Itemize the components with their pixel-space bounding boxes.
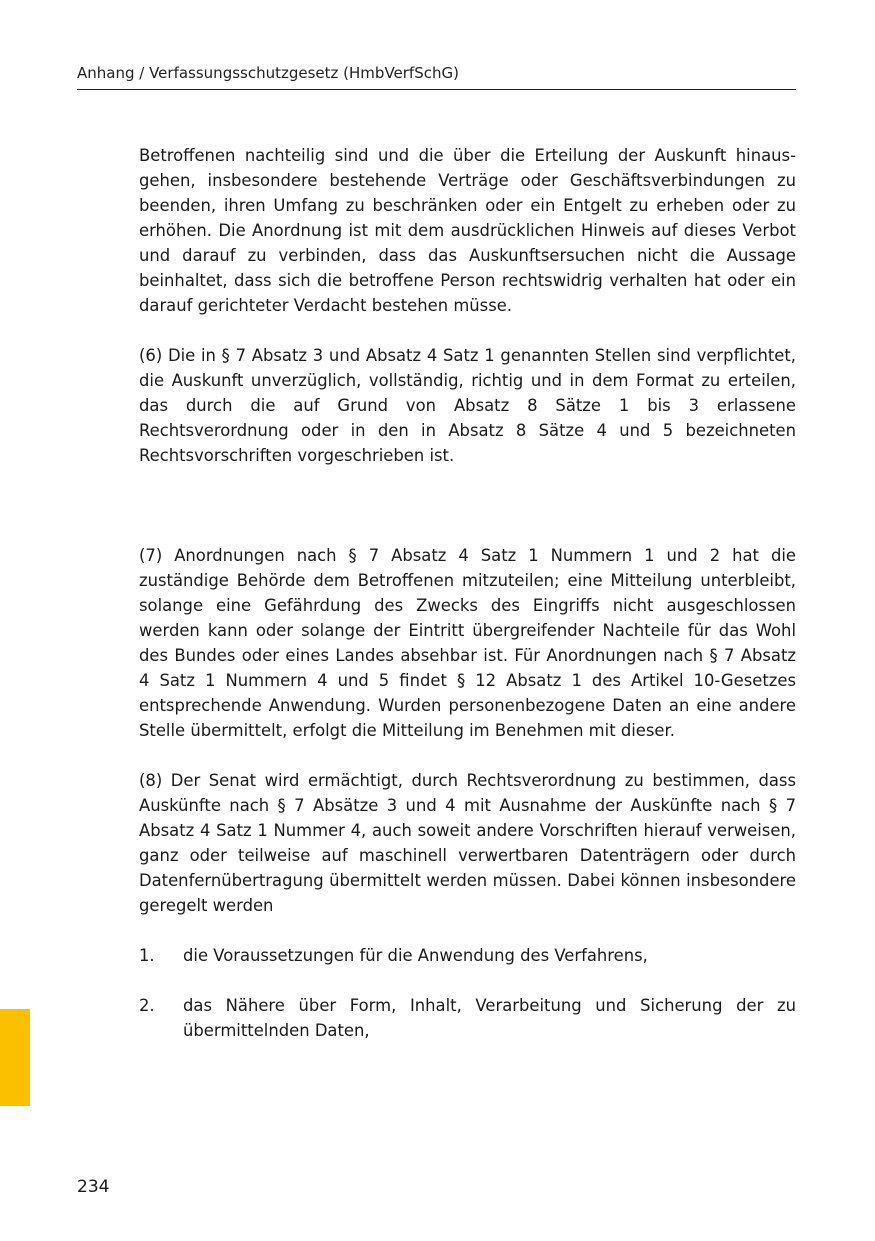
list-item-number: 2. <box>139 996 155 1015</box>
paragraph-intro: Betroffenen nachteilig sind und die über die Erteilung der Auskunft hinausgehen, insbesondere bestehende Verträge oder Geschäftsverbindungen zu beenden, ihren Umfang zu beschränken oder ein Entgelt zu erheben oder zu erhöhen. Die Anordnung ist mit dem ausdrücklichen Hinweis auf dieses Verbot und darauf zu verbinden, dass das Auskunftsersuchen nicht die Aussage beinhaltet, dass sich die betroffene Person rechtswidrig verhalten hat oder ein darauf gerichteter Verdacht bestehen müsse. <box>139 146 796 315</box>
page-number: 234 <box>77 1177 110 1197</box>
spacer <box>139 918 796 943</box>
paragraph-8: (8) Der Senat wird ermächtigt, durch Rechtsverordnung zu bestimmen, dass Auskünfte nach § 7 Absätze 3 und 4 mit Ausnahme der Auskünfte nach § 7 Absatz 4 Satz 1 Nummer 4, auch soweit andere Vorschriften hierauf verweisen, ganz oder teilweise auf maschinell verwertbaren Datenträgern oder durch Datenfernübertragung übermittelt werden müssen. Dabei können insbesondere geregelt werden <box>139 771 796 915</box>
paragraph-6: (6) Die in § 7 Absatz 3 und Absatz 4 Satz 1 genannten Stellen sind verpflichtet, die Auskunft unverzüglich, vollständig, richtig und in dem Format zu erteilen, das durch die auf Grund von Absatz 8 Sätze 1 bis 3 erlassene Rechtsverordnung oder in den in Absatz 8 Sätze 4 und 5 bezeichneten Rechtsvorschriften vorgeschrieben ist. <box>139 346 796 465</box>
paragraph-7: (7) Anordnungen nach § 7 Absatz 4 Satz 1 Nummern 1 und 2 hat die zuständige Behörde dem Betroffenen mitzuteilen; eine Mitteilung unterbleibt, solange eine Gefährdung des Zwecks des Eingriffs nicht ausgeschlossen werden kann oder solange der Eintritt übergreifender Nachteile für das Wohl des Bundes oder eines Landes absehbar ist. Für Anordnungen nach § 7 Absatz 4 Satz 1 Nummern 4 und 5 findet § 12 Absatz 1 des Artikel 10-Gesetzes entsprechende Anwendung. Wurden personenbezogene Daten an eine andere Stelle übermittelt, erfolgt die Mitteilung im Benehmen mit dieser. <box>139 546 796 740</box>
list-item-number: 1. <box>139 946 155 965</box>
running-header <box>77 63 796 90</box>
spacer <box>139 318 796 343</box>
list-item-text: die Voraussetzungen für die Anwendung des Verfahrens, <box>183 946 648 965</box>
chapter-marker-tab <box>0 1009 30 1106</box>
spacer <box>139 968 796 993</box>
page-body <box>139 143 796 1043</box>
list-item-text: das Nähere über Form, Inhalt, Verarbeitung und Sicherung der zu übermittelnden Daten, <box>183 996 796 1040</box>
list-item <box>139 943 796 968</box>
running-header-title: Anhang / Verfassungsschutzgesetz (HmbVerfSchG) <box>77 64 459 82</box>
spacer <box>139 468 796 543</box>
list-item <box>139 993 796 1043</box>
spacer <box>139 743 796 768</box>
